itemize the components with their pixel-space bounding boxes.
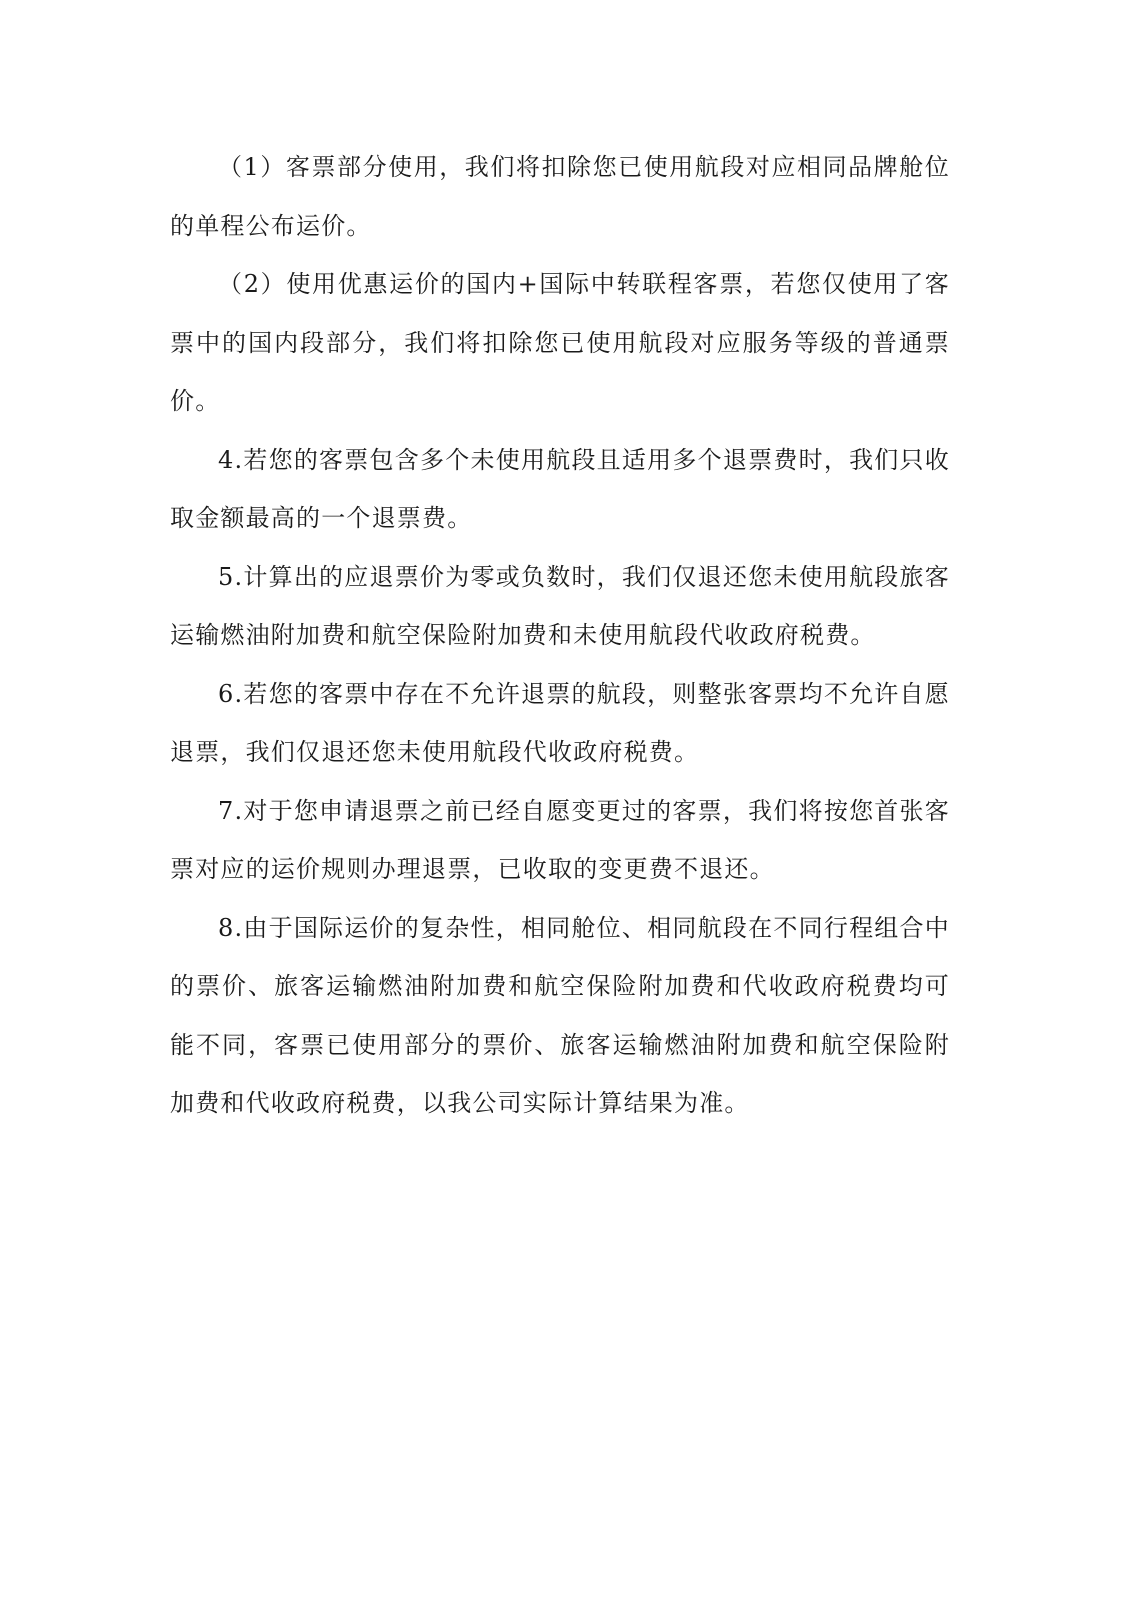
paragraph-item-2-domestic-international: （2）使用优惠运价的国内+国际中转联程客票，若您仅使用了客票中的国内段部分，我们将扣除您已使用航段对应服务等级的普通票价。 [170,270,950,415]
paragraph-item-1-partial-use: （1）客票部分使用，我们将扣除您已使用航段对应相同品牌舱位的单程公布运价。 [170,153,950,240]
paragraph-rule-6: 6.若您的客票中存在不允许退票的航段，则整张客票均不允许自愿退票，我们仅退还您未使用航段代收政府税费。 [170,679,950,766]
document-body [170,138,950,1133]
paragraph-rule-5: 5.计算出的应退票价为零或负数时，我们仅退还您未使用航段旅客运输燃油附加费和航空保险附加费和未使用航段代收政府税费。 [170,562,950,649]
paragraph-rule-8: 8.由于国际运价的复杂性，相同舱位、相同航段在不同行程组合中的票价、旅客运输燃油附加费和航空保险附加费和代收政府税费均可能不同，客票已使用部分的票价、旅客运输燃油附加费和航空保险附加费和代收政府税费，以我公司实际计算结果为准。 [170,913,950,1117]
paragraph-rule-7: 7.对于您申请退票之前已经自愿变更过的客票，我们将按您首张客票对应的运价规则办理退票，已收取的变更费不退还。 [170,796,950,883]
paragraph-rule-4: 4.若您的客票包含多个未使用航段且适用多个退票费时，我们只收取金额最高的一个退票费。 [170,445,950,532]
